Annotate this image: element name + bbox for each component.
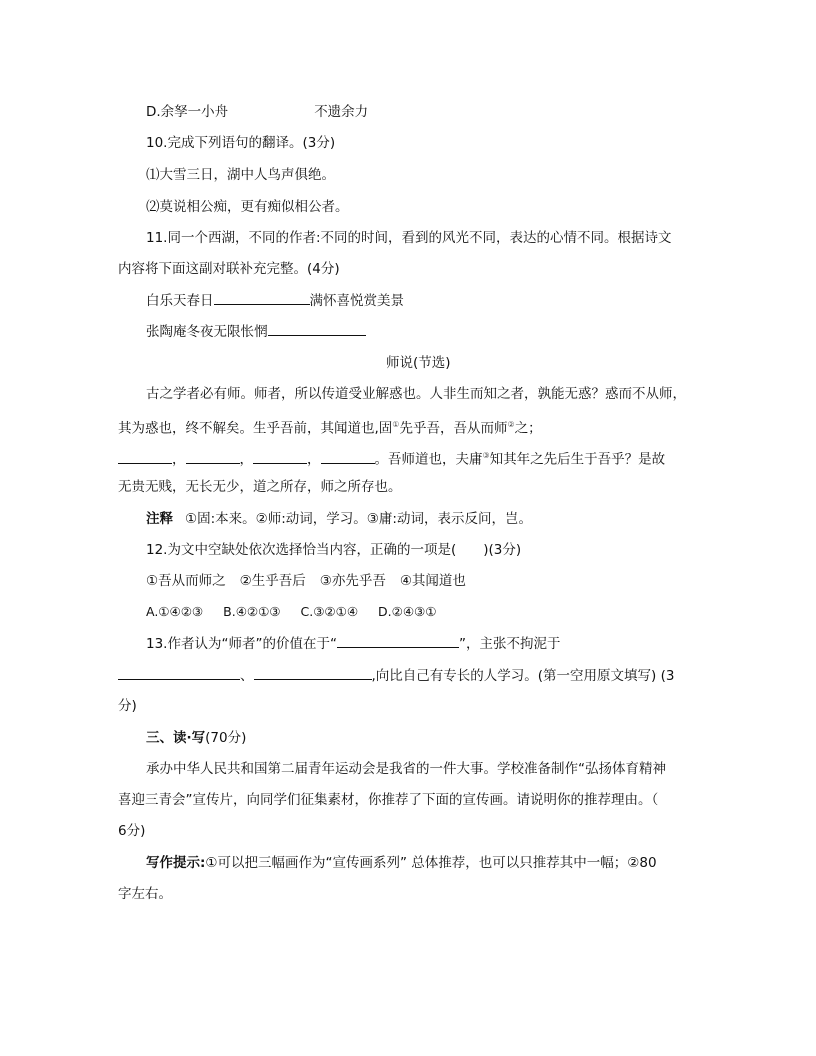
option-d-text: D.余孥一小舟: [146, 104, 229, 120]
q13-text-d: ,向比自己有专长的人学习。(第一空用原文填写) (3: [371, 668, 675, 684]
passage-line-3b: 知其年之先后生于吾乎？是故: [489, 451, 666, 468]
note-mark-1: ①: [392, 420, 400, 429]
passage-blank-2[interactable]: [186, 450, 240, 464]
passage-line-3a: 。吾师道也，夫庸: [374, 451, 483, 468]
passage-blank-4[interactable]: [321, 450, 375, 464]
q12-item-3: ③亦先乎吾: [319, 573, 386, 589]
question-11-line-1: 11.同一个西湖，不同的作者:不同的时间，看到的风光不同，表达的心情不同。根据诗文: [146, 230, 672, 246]
section-3-title: 三、读·写: [146, 730, 206, 746]
passage-line-2b: 先乎吾，吾从而师: [399, 420, 508, 437]
q13-blank-3[interactable]: [254, 666, 372, 680]
question-12-options: [146, 603, 436, 621]
section-3-line-2: 喜迎三青会”宣传片，向同学们征集素材，你推荐了下面的宣传画。请说明你的推荐理由。（: [118, 792, 659, 808]
q12-option-a[interactable]: A.①④②③: [146, 604, 204, 619]
couplet-1-blank[interactable]: [214, 291, 310, 305]
writing-hint-label: 写作提示:: [146, 855, 206, 871]
couplet-2-start: 张陶庵冬夜无限怅惘: [146, 324, 268, 340]
question-11-line-2: 内容将下面这副对联补充完整。(4分): [118, 261, 340, 277]
passage-notes: [146, 510, 532, 528]
q12-item-2: ②生乎吾后: [239, 573, 306, 589]
question-9-option-d: [146, 103, 368, 121]
section-3-heading: [146, 729, 246, 747]
passage-line-3: [118, 447, 665, 469]
section-3-line-1: 承办中华人民共和国第二届青年运动会是我省的一件大事。学校准备制作“弘扬体育精神: [146, 761, 666, 777]
comma-1: ，: [172, 451, 186, 468]
q12-option-b[interactable]: B.④②①③: [223, 604, 281, 619]
comma-2: ，: [239, 451, 253, 468]
writing-hint-text: ①可以把三幅画作为“宣传画系列” 总体推荐，也可以只推荐其中一幅；②80: [205, 855, 657, 871]
section-3-score: (70分): [205, 730, 247, 746]
notes-text: ①固:本来。②师:动词，学习。③庸:动词，表示反问，岂。: [185, 511, 532, 527]
question-13-line-3: 分): [118, 698, 137, 714]
note-mark-2: ②: [507, 420, 515, 429]
q13-text-b: ”，主张不拘泥于: [458, 636, 561, 652]
q12-item-1: ①吾从而师之: [146, 573, 226, 589]
passage-line-1: 古之学者必有师。师者，所以传道受业解惑也。人非生而知之者，孰能无惑？惑而不从师，: [146, 386, 686, 402]
couplet-line-2: [146, 322, 366, 341]
q12-item-4: ④其闻道也: [399, 573, 466, 589]
section-3-line-3: 6分): [118, 823, 146, 839]
couplet-1-start: 白乐天春日: [146, 293, 214, 309]
passage-title: 师说(节选): [386, 355, 451, 371]
passage-blank-3[interactable]: [253, 450, 307, 464]
question-10-stem: 10.完成下列语句的翻译。(3分): [146, 135, 336, 151]
q12-option-c[interactable]: C.③②①④: [300, 604, 359, 619]
passage-line-2a: 其为惑也，终不解矣。生乎吾前，其闻道也,固: [118, 420, 393, 437]
question-10-sentence-2: ⑵莫说相公痴，更有痴似相公者。: [146, 199, 349, 215]
q13-text-c: 、: [240, 668, 254, 684]
q13-blank-2[interactable]: [118, 666, 240, 680]
writing-hint: [146, 854, 657, 872]
couplet-line-1: [146, 291, 404, 310]
question-13-line-1: [146, 634, 560, 653]
passage-line-4: 无贵无贱，无长无少，道之所存，师之所存也。: [118, 479, 402, 495]
question-12-items: [146, 572, 466, 590]
q13-text-a: 13.作者认为“师者”的价值在于“: [146, 636, 337, 652]
q12-option-d[interactable]: D.②④③①: [378, 604, 437, 619]
passage-blank-1[interactable]: [118, 450, 172, 464]
option-d-meaning: 不遗余力: [314, 104, 369, 120]
question-12-stem: 12.为文中空缺处依次选择恰当内容，正确的一项是( )(3分): [146, 542, 522, 558]
passage-line-2c: 之；: [514, 420, 542, 437]
writing-hint-end: 字左右。: [118, 886, 172, 902]
passage-line-2: [118, 416, 542, 438]
couplet-1-end: 满怀喜悦赏美景: [309, 293, 404, 309]
question-13-line-2: [118, 666, 674, 685]
notes-label: 注释: [146, 511, 173, 527]
q13-blank-1[interactable]: [337, 634, 459, 648]
comma-3: ，: [307, 451, 321, 468]
note-mark-3: ③: [482, 451, 490, 460]
question-10-sentence-1: ⑴大雪三日，湖中人鸟声俱绝。: [146, 167, 335, 183]
couplet-2-blank[interactable]: [268, 322, 366, 336]
